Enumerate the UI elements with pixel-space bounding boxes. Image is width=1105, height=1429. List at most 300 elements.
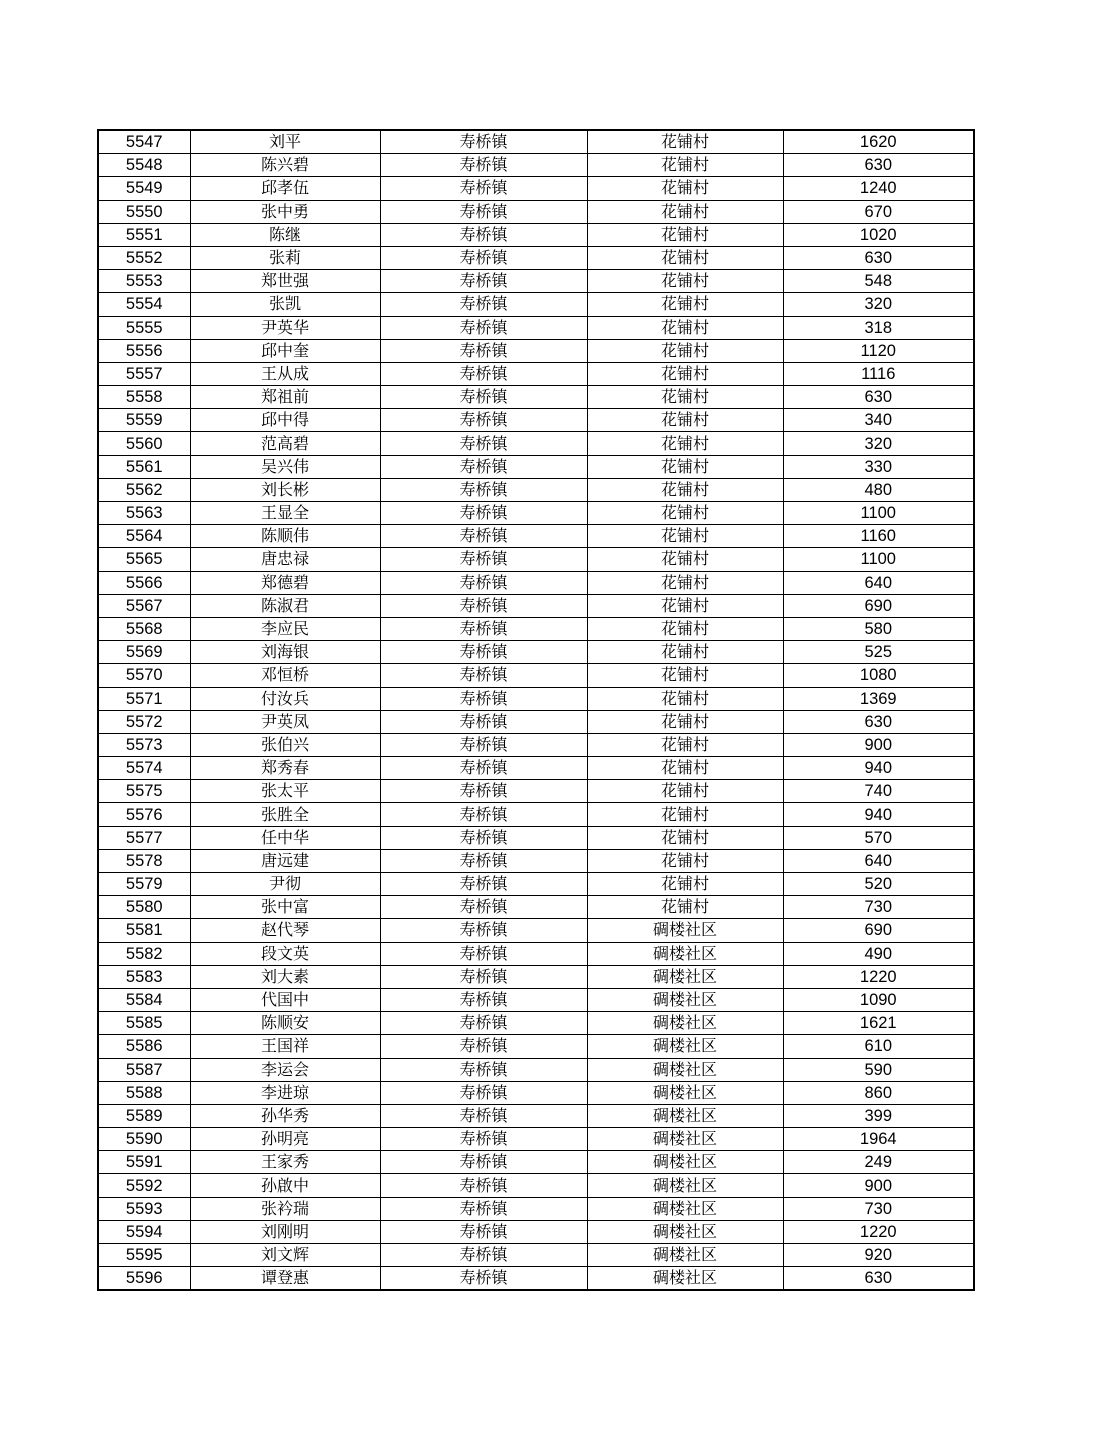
row-number-cell: 5549	[98, 177, 190, 200]
village-cell: 花铺村	[587, 130, 783, 154]
table-row	[98, 594, 974, 617]
town-cell: 寿桥镇	[380, 664, 587, 687]
row-number-cell: 5572	[98, 710, 190, 733]
row-number-cell: 5595	[98, 1244, 190, 1267]
village-cell: 花铺村	[587, 780, 783, 803]
town-cell: 寿桥镇	[380, 594, 587, 617]
table-row	[98, 873, 974, 896]
table-row	[98, 1197, 974, 1220]
town-cell: 寿桥镇	[380, 942, 587, 965]
row-number-cell: 5564	[98, 525, 190, 548]
data-table	[97, 129, 975, 1291]
name-cell: 刘大素	[190, 965, 380, 988]
village-cell: 花铺村	[587, 316, 783, 339]
name-cell: 任中华	[190, 826, 380, 849]
village-cell: 碉楼社区	[587, 1174, 783, 1197]
town-cell: 寿桥镇	[380, 478, 587, 501]
table-row	[98, 896, 974, 919]
row-number-cell: 5587	[98, 1058, 190, 1081]
town-cell: 寿桥镇	[380, 154, 587, 177]
amount-cell: 399	[783, 1104, 974, 1127]
name-cell: 代国中	[190, 988, 380, 1011]
row-number-cell: 5585	[98, 1012, 190, 1035]
village-cell: 花铺村	[587, 386, 783, 409]
town-cell: 寿桥镇	[380, 965, 587, 988]
amount-cell: 548	[783, 270, 974, 293]
amount-cell: 740	[783, 780, 974, 803]
amount-cell: 1160	[783, 525, 974, 548]
table-row	[98, 386, 974, 409]
row-number-cell: 5584	[98, 988, 190, 1011]
amount-cell: 1100	[783, 548, 974, 571]
name-cell: 郑秀春	[190, 757, 380, 780]
town-cell: 寿桥镇	[380, 849, 587, 872]
table-row	[98, 641, 974, 664]
name-cell: 邱中得	[190, 409, 380, 432]
village-cell: 花铺村	[587, 849, 783, 872]
amount-cell: 610	[783, 1035, 974, 1058]
table-row	[98, 200, 974, 223]
village-cell: 花铺村	[587, 803, 783, 826]
name-cell: 陈淑君	[190, 594, 380, 617]
amount-cell: 1620	[783, 130, 974, 154]
town-cell: 寿桥镇	[380, 919, 587, 942]
village-cell: 碉楼社区	[587, 919, 783, 942]
name-cell: 谭登惠	[190, 1267, 380, 1291]
table-row	[98, 571, 974, 594]
amount-cell: 1080	[783, 664, 974, 687]
amount-cell: 1100	[783, 502, 974, 525]
row-number-cell: 5563	[98, 502, 190, 525]
village-cell: 碉楼社区	[587, 1197, 783, 1220]
amount-cell: 730	[783, 1197, 974, 1220]
village-cell: 花铺村	[587, 896, 783, 919]
row-number-cell: 5579	[98, 873, 190, 896]
village-cell: 花铺村	[587, 525, 783, 548]
village-cell: 碉楼社区	[587, 942, 783, 965]
name-cell: 刘长彬	[190, 478, 380, 501]
table-row	[98, 432, 974, 455]
town-cell: 寿桥镇	[380, 339, 587, 362]
amount-cell: 249	[783, 1151, 974, 1174]
village-cell: 花铺村	[587, 617, 783, 640]
table-row	[98, 525, 974, 548]
name-cell: 唐远建	[190, 849, 380, 872]
amount-cell: 1090	[783, 988, 974, 1011]
amount-cell: 940	[783, 803, 974, 826]
amount-cell: 630	[783, 1267, 974, 1291]
name-cell: 陈兴碧	[190, 154, 380, 177]
table-row	[98, 780, 974, 803]
row-number-cell: 5561	[98, 455, 190, 478]
table-row	[98, 733, 974, 756]
amount-cell: 1020	[783, 223, 974, 246]
name-cell: 李应民	[190, 617, 380, 640]
name-cell: 刘海银	[190, 641, 380, 664]
table-row	[98, 455, 974, 478]
row-number-cell: 5573	[98, 733, 190, 756]
name-cell: 孙华秀	[190, 1104, 380, 1127]
town-cell: 寿桥镇	[380, 1128, 587, 1151]
name-cell: 李运会	[190, 1058, 380, 1081]
name-cell: 郑世强	[190, 270, 380, 293]
row-number-cell: 5576	[98, 803, 190, 826]
amount-cell: 525	[783, 641, 974, 664]
table-row	[98, 988, 974, 1011]
town-cell: 寿桥镇	[380, 177, 587, 200]
name-cell: 陈继	[190, 223, 380, 246]
village-cell: 花铺村	[587, 177, 783, 200]
row-number-cell: 5590	[98, 1128, 190, 1151]
town-cell: 寿桥镇	[380, 617, 587, 640]
town-cell: 寿桥镇	[380, 409, 587, 432]
amount-cell: 690	[783, 594, 974, 617]
row-number-cell: 5580	[98, 896, 190, 919]
village-cell: 花铺村	[587, 455, 783, 478]
amount-cell: 480	[783, 478, 974, 501]
table-row	[98, 1151, 974, 1174]
name-cell: 尹彻	[190, 873, 380, 896]
amount-cell: 320	[783, 293, 974, 316]
name-cell: 刘文辉	[190, 1244, 380, 1267]
table-row	[98, 664, 974, 687]
table-row	[98, 478, 974, 501]
amount-cell: 630	[783, 154, 974, 177]
town-cell: 寿桥镇	[380, 1081, 587, 1104]
table-row	[98, 803, 974, 826]
table-row	[98, 617, 974, 640]
row-number-cell: 5567	[98, 594, 190, 617]
row-number-cell: 5551	[98, 223, 190, 246]
row-number-cell: 5581	[98, 919, 190, 942]
amount-cell: 630	[783, 386, 974, 409]
table-row	[98, 1104, 974, 1127]
amount-cell: 1621	[783, 1012, 974, 1035]
town-cell: 寿桥镇	[380, 710, 587, 733]
name-cell: 王家秀	[190, 1151, 380, 1174]
town-cell: 寿桥镇	[380, 757, 587, 780]
amount-cell: 640	[783, 571, 974, 594]
name-cell: 郑德碧	[190, 571, 380, 594]
table-row	[98, 1220, 974, 1243]
amount-cell: 1240	[783, 177, 974, 200]
row-number-cell: 5550	[98, 200, 190, 223]
row-number-cell: 5571	[98, 687, 190, 710]
row-number-cell: 5554	[98, 293, 190, 316]
row-number-cell: 5553	[98, 270, 190, 293]
row-number-cell: 5570	[98, 664, 190, 687]
amount-cell: 670	[783, 200, 974, 223]
town-cell: 寿桥镇	[380, 1197, 587, 1220]
table-row	[98, 362, 974, 385]
village-cell: 花铺村	[587, 664, 783, 687]
row-number-cell: 5596	[98, 1267, 190, 1291]
town-cell: 寿桥镇	[380, 455, 587, 478]
row-number-cell: 5568	[98, 617, 190, 640]
village-cell: 花铺村	[587, 548, 783, 571]
table-row	[98, 246, 974, 269]
village-cell: 碉楼社区	[587, 1151, 783, 1174]
amount-cell: 1220	[783, 1220, 974, 1243]
amount-cell: 630	[783, 246, 974, 269]
row-number-cell: 5565	[98, 548, 190, 571]
town-cell: 寿桥镇	[380, 873, 587, 896]
amount-cell: 920	[783, 1244, 974, 1267]
table-row	[98, 687, 974, 710]
village-cell: 花铺村	[587, 826, 783, 849]
row-number-cell: 5594	[98, 1220, 190, 1243]
village-cell: 花铺村	[587, 270, 783, 293]
name-cell: 刘刚明	[190, 1220, 380, 1243]
town-cell: 寿桥镇	[380, 571, 587, 594]
village-cell: 花铺村	[587, 200, 783, 223]
name-cell: 付汝兵	[190, 687, 380, 710]
town-cell: 寿桥镇	[380, 687, 587, 710]
table-row	[98, 223, 974, 246]
table-row	[98, 1174, 974, 1197]
name-cell: 邱孝伍	[190, 177, 380, 200]
table-row	[98, 1244, 974, 1267]
row-number-cell: 5575	[98, 780, 190, 803]
row-number-cell: 5560	[98, 432, 190, 455]
row-number-cell: 5578	[98, 849, 190, 872]
table-row	[98, 339, 974, 362]
table-row	[98, 826, 974, 849]
amount-cell: 730	[783, 896, 974, 919]
town-cell: 寿桥镇	[380, 548, 587, 571]
name-cell: 郑祖前	[190, 386, 380, 409]
town-cell: 寿桥镇	[380, 270, 587, 293]
row-number-cell: 5558	[98, 386, 190, 409]
name-cell: 张太平	[190, 780, 380, 803]
table-row	[98, 1081, 974, 1104]
name-cell: 邓恒桥	[190, 664, 380, 687]
town-cell: 寿桥镇	[380, 1012, 587, 1035]
table-row	[98, 1058, 974, 1081]
table-row	[98, 130, 974, 154]
name-cell: 孙啟中	[190, 1174, 380, 1197]
amount-cell: 520	[783, 873, 974, 896]
village-cell: 碉楼社区	[587, 1104, 783, 1127]
village-cell: 花铺村	[587, 687, 783, 710]
table-row	[98, 502, 974, 525]
row-number-cell: 5574	[98, 757, 190, 780]
row-number-cell: 5566	[98, 571, 190, 594]
row-number-cell: 5547	[98, 130, 190, 154]
table-row	[98, 757, 974, 780]
town-cell: 寿桥镇	[380, 1035, 587, 1058]
name-cell: 李进琼	[190, 1081, 380, 1104]
name-cell: 张伯兴	[190, 733, 380, 756]
amount-cell: 490	[783, 942, 974, 965]
amount-cell: 1120	[783, 339, 974, 362]
town-cell: 寿桥镇	[380, 432, 587, 455]
amount-cell: 940	[783, 757, 974, 780]
name-cell: 陈顺伟	[190, 525, 380, 548]
village-cell: 花铺村	[587, 339, 783, 362]
name-cell: 尹英华	[190, 316, 380, 339]
name-cell: 张莉	[190, 246, 380, 269]
table-row	[98, 177, 974, 200]
town-cell: 寿桥镇	[380, 988, 587, 1011]
row-number-cell: 5586	[98, 1035, 190, 1058]
town-cell: 寿桥镇	[380, 362, 587, 385]
amount-cell: 1369	[783, 687, 974, 710]
town-cell: 寿桥镇	[380, 733, 587, 756]
village-cell: 花铺村	[587, 246, 783, 269]
row-number-cell: 5593	[98, 1197, 190, 1220]
village-cell: 花铺村	[587, 757, 783, 780]
table-row	[98, 849, 974, 872]
name-cell: 张衿瑞	[190, 1197, 380, 1220]
table-row	[98, 409, 974, 432]
village-cell: 碉楼社区	[587, 1081, 783, 1104]
village-cell: 花铺村	[587, 154, 783, 177]
row-number-cell: 5582	[98, 942, 190, 965]
village-cell: 花铺村	[587, 571, 783, 594]
town-cell: 寿桥镇	[380, 1220, 587, 1243]
row-number-cell: 5589	[98, 1104, 190, 1127]
amount-cell: 320	[783, 432, 974, 455]
town-cell: 寿桥镇	[380, 803, 587, 826]
town-cell: 寿桥镇	[380, 641, 587, 664]
name-cell: 张凯	[190, 293, 380, 316]
village-cell: 花铺村	[587, 733, 783, 756]
table-row	[98, 1267, 974, 1291]
town-cell: 寿桥镇	[380, 293, 587, 316]
amount-cell: 580	[783, 617, 974, 640]
village-cell: 碉楼社区	[587, 1267, 783, 1291]
town-cell: 寿桥镇	[380, 1244, 587, 1267]
row-number-cell: 5559	[98, 409, 190, 432]
name-cell: 唐忠禄	[190, 548, 380, 571]
row-number-cell: 5588	[98, 1081, 190, 1104]
village-cell: 碉楼社区	[587, 1244, 783, 1267]
village-cell: 碉楼社区	[587, 1220, 783, 1243]
village-cell: 碉楼社区	[587, 1012, 783, 1035]
town-cell: 寿桥镇	[380, 1104, 587, 1127]
amount-cell: 318	[783, 316, 974, 339]
amount-cell: 900	[783, 1174, 974, 1197]
row-number-cell: 5557	[98, 362, 190, 385]
village-cell: 碉楼社区	[587, 988, 783, 1011]
town-cell: 寿桥镇	[380, 246, 587, 269]
table-row	[98, 293, 974, 316]
name-cell: 张胜全	[190, 803, 380, 826]
amount-cell: 860	[783, 1081, 974, 1104]
amount-cell: 570	[783, 826, 974, 849]
table-row	[98, 710, 974, 733]
table-row	[98, 1035, 974, 1058]
town-cell: 寿桥镇	[380, 386, 587, 409]
table-row	[98, 1012, 974, 1035]
row-number-cell: 5552	[98, 246, 190, 269]
name-cell: 吴兴伟	[190, 455, 380, 478]
amount-cell: 640	[783, 849, 974, 872]
table-row	[98, 919, 974, 942]
row-number-cell: 5556	[98, 339, 190, 362]
amount-cell: 330	[783, 455, 974, 478]
table-row	[98, 270, 974, 293]
table-row	[98, 965, 974, 988]
table-row	[98, 942, 974, 965]
town-cell: 寿桥镇	[380, 130, 587, 154]
table-row	[98, 154, 974, 177]
row-number-cell: 5555	[98, 316, 190, 339]
village-cell: 花铺村	[587, 223, 783, 246]
amount-cell: 1220	[783, 965, 974, 988]
name-cell: 尹英凤	[190, 710, 380, 733]
row-number-cell: 5583	[98, 965, 190, 988]
row-number-cell: 5591	[98, 1151, 190, 1174]
village-cell: 花铺村	[587, 873, 783, 896]
village-cell: 花铺村	[587, 409, 783, 432]
town-cell: 寿桥镇	[380, 525, 587, 548]
village-cell: 花铺村	[587, 641, 783, 664]
table-row	[98, 548, 974, 571]
town-cell: 寿桥镇	[380, 200, 587, 223]
row-number-cell: 5548	[98, 154, 190, 177]
town-cell: 寿桥镇	[380, 826, 587, 849]
name-cell: 段文英	[190, 942, 380, 965]
amount-cell: 590	[783, 1058, 974, 1081]
village-cell: 碉楼社区	[587, 1128, 783, 1151]
name-cell: 王显全	[190, 502, 380, 525]
village-cell: 碉楼社区	[587, 1035, 783, 1058]
table-row	[98, 1128, 974, 1151]
row-number-cell: 5577	[98, 826, 190, 849]
village-cell: 花铺村	[587, 432, 783, 455]
table-body	[98, 130, 974, 1290]
town-cell: 寿桥镇	[380, 1174, 587, 1197]
name-cell: 范高碧	[190, 432, 380, 455]
town-cell: 寿桥镇	[380, 316, 587, 339]
town-cell: 寿桥镇	[380, 1151, 587, 1174]
name-cell: 张中富	[190, 896, 380, 919]
village-cell: 花铺村	[587, 478, 783, 501]
town-cell: 寿桥镇	[380, 780, 587, 803]
amount-cell: 900	[783, 733, 974, 756]
name-cell: 孙明亮	[190, 1128, 380, 1151]
name-cell: 刘平	[190, 130, 380, 154]
name-cell: 张中勇	[190, 200, 380, 223]
village-cell: 花铺村	[587, 293, 783, 316]
village-cell: 花铺村	[587, 594, 783, 617]
village-cell: 花铺村	[587, 502, 783, 525]
row-number-cell: 5592	[98, 1174, 190, 1197]
town-cell: 寿桥镇	[380, 1267, 587, 1291]
row-number-cell: 5569	[98, 641, 190, 664]
amount-cell: 340	[783, 409, 974, 432]
amount-cell: 1116	[783, 362, 974, 385]
town-cell: 寿桥镇	[380, 896, 587, 919]
table-row	[98, 316, 974, 339]
town-cell: 寿桥镇	[380, 502, 587, 525]
village-cell: 碉楼社区	[587, 1058, 783, 1081]
name-cell: 邱中奎	[190, 339, 380, 362]
name-cell: 王从成	[190, 362, 380, 385]
village-cell: 碉楼社区	[587, 965, 783, 988]
amount-cell: 690	[783, 919, 974, 942]
name-cell: 王国祥	[190, 1035, 380, 1058]
amount-cell: 630	[783, 710, 974, 733]
town-cell: 寿桥镇	[380, 1058, 587, 1081]
amount-cell: 1964	[783, 1128, 974, 1151]
village-cell: 花铺村	[587, 710, 783, 733]
town-cell: 寿桥镇	[380, 223, 587, 246]
name-cell: 陈顺安	[190, 1012, 380, 1035]
row-number-cell: 5562	[98, 478, 190, 501]
